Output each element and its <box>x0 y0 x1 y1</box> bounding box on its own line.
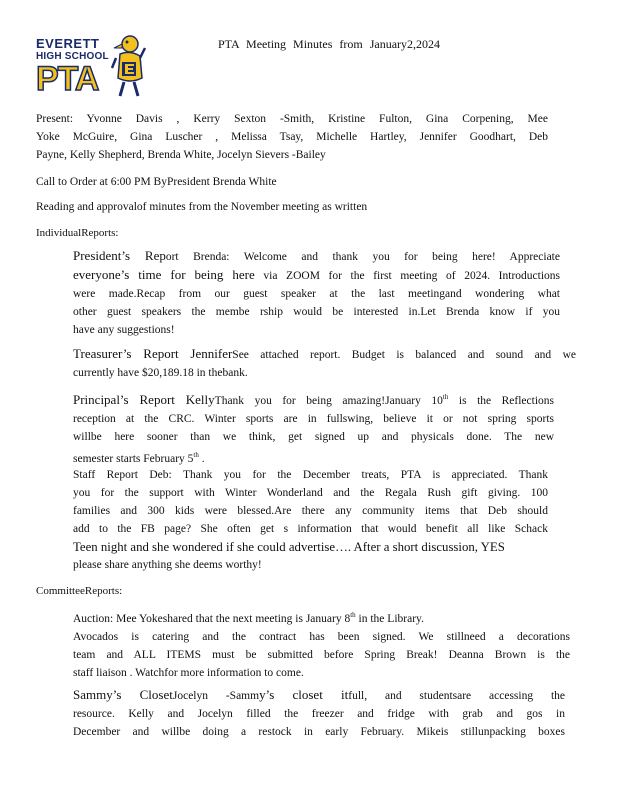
report-text: via ZOOM for the first meeting of 2024. Introductions <box>254 270 561 282</box>
principals-report-heading: Principal’s Report Kelly <box>73 391 215 407</box>
superscript-th: th <box>442 393 449 401</box>
report-text: resource. Kelly and Jocelyn filled the freezer and fridge with grab and gos in <box>73 708 565 720</box>
superscript-th: th <box>350 611 356 619</box>
report-text: add to the FB page? She often get s information that would benefit all like Schack <box>73 523 548 535</box>
report-text: you for the support with Winter Wonderland and the Regala Rush gift giving. 100 <box>73 487 548 499</box>
call-to-order-line: Call to Order at 6:00 PM ByPresident Brenda White <box>36 176 277 188</box>
report-text-emphasis: Teen night and she wondered if she could advertise…. After a short discussion, YES <box>73 540 505 554</box>
report-text: have any suggestions! <box>73 324 175 336</box>
report-text: team and ALL ITEMS must be submitted before Spring Break! Deanna Brown is the <box>73 648 570 661</box>
auction-report <box>73 606 570 682</box>
report-text: families and 300 kids were blessed.Are there any community items that Deb should <box>73 505 548 517</box>
report-text: . <box>198 452 205 465</box>
report-text: other guest speakers the membe rship would be interested in.Let Brenda know if you <box>73 306 560 318</box>
presidents-report <box>73 247 560 339</box>
eagle-mascot-icon <box>110 34 146 98</box>
report-text-emphasis: y’s closet it <box>259 687 349 702</box>
report-text: See attached report. Budget is balanced and sound and we <box>232 349 576 361</box>
report-text: Avocados is catering and the contract has been signed. We stillneed a decorations <box>73 630 570 643</box>
staff-report <box>73 466 548 574</box>
individual-reports-heading: IndividualReports: <box>36 227 119 239</box>
logo-text-high-school: HIGH SCHOOL <box>36 51 109 62</box>
report-text-emphasis: everyone’s time for being here <box>73 267 255 282</box>
report-text: is the Reflections <box>448 394 555 407</box>
report-text: please share anything she deems worthy! <box>73 559 262 571</box>
report-text: Jocelyn -Samm <box>172 690 260 702</box>
sammys-closet-heading: Sammy’s Closet <box>73 687 173 702</box>
attendees-line: Yoke McGuire, Gina Luscher , Melissa Tsay, Michelle Hartley, Jennifer Goodhart, Deb <box>36 131 548 143</box>
treasurers-report-heading: Treasurer’s Report Jennifer <box>73 346 233 361</box>
logo-text-pta: PTA <box>36 60 99 98</box>
sammys-closet-report <box>73 686 565 741</box>
attendees-line: Present: Yvonne Davis , Kerry Sexton -Smith, Kristine Fulton, Gina Corpening, Mee <box>36 113 548 125</box>
report-text: reception at the CRC. Winter sports are in fullswing, believe it or not spring sports <box>73 412 554 425</box>
everett-pta-logo <box>36 34 144 98</box>
attendees-line: Payne, Kelly Shepherd, Brenda White, Jocelyn Sievers -Bailey <box>36 149 326 161</box>
logo-text-everett: EVERETT <box>36 36 100 51</box>
report-text: in the Library. <box>355 612 424 625</box>
report-text: staff liaison . Watchfor more information to come. <box>73 666 304 679</box>
report-text: full, and studentsare accessing the <box>348 690 565 702</box>
page-title: PTA Meeting Minutes from January2,2024 <box>218 37 441 51</box>
treasurers-report <box>73 345 576 382</box>
report-text: Staff Report Deb: Thank you for the December treats, PTA is appreciated. Thank <box>73 469 548 481</box>
report-text: ort Brenda: Welcome and thank you for being here! Appreciate <box>165 251 560 263</box>
report-text: Auction: Mee Yokeshared that the next meeting is January 8 <box>73 612 351 625</box>
committee-reports-heading: CommitteeReports: <box>36 585 123 597</box>
principals-report <box>73 388 554 468</box>
report-text: were made.Recap from our guest speaker at the last meetingand wondering what <box>73 288 560 300</box>
attendees-paragraph <box>36 110 548 164</box>
report-text: December and willbe doing a restock in early February. Mikeis stillunpacking boxes <box>73 726 565 738</box>
superscript-th: th <box>193 450 199 459</box>
report-text: willbe here sooner than we think, get signed up and physicals done. The new <box>73 430 554 443</box>
report-text: Thank you for being amazing!January 10 <box>214 394 443 407</box>
report-text: semester starts February 5 <box>73 452 194 465</box>
reading-minutes-line: Reading and approvalof minutes from the November meeting as written <box>36 201 368 213</box>
report-text: currently have $20,189.18 in thebank. <box>73 367 248 379</box>
presidents-report-heading: President’s Rep <box>73 248 166 263</box>
